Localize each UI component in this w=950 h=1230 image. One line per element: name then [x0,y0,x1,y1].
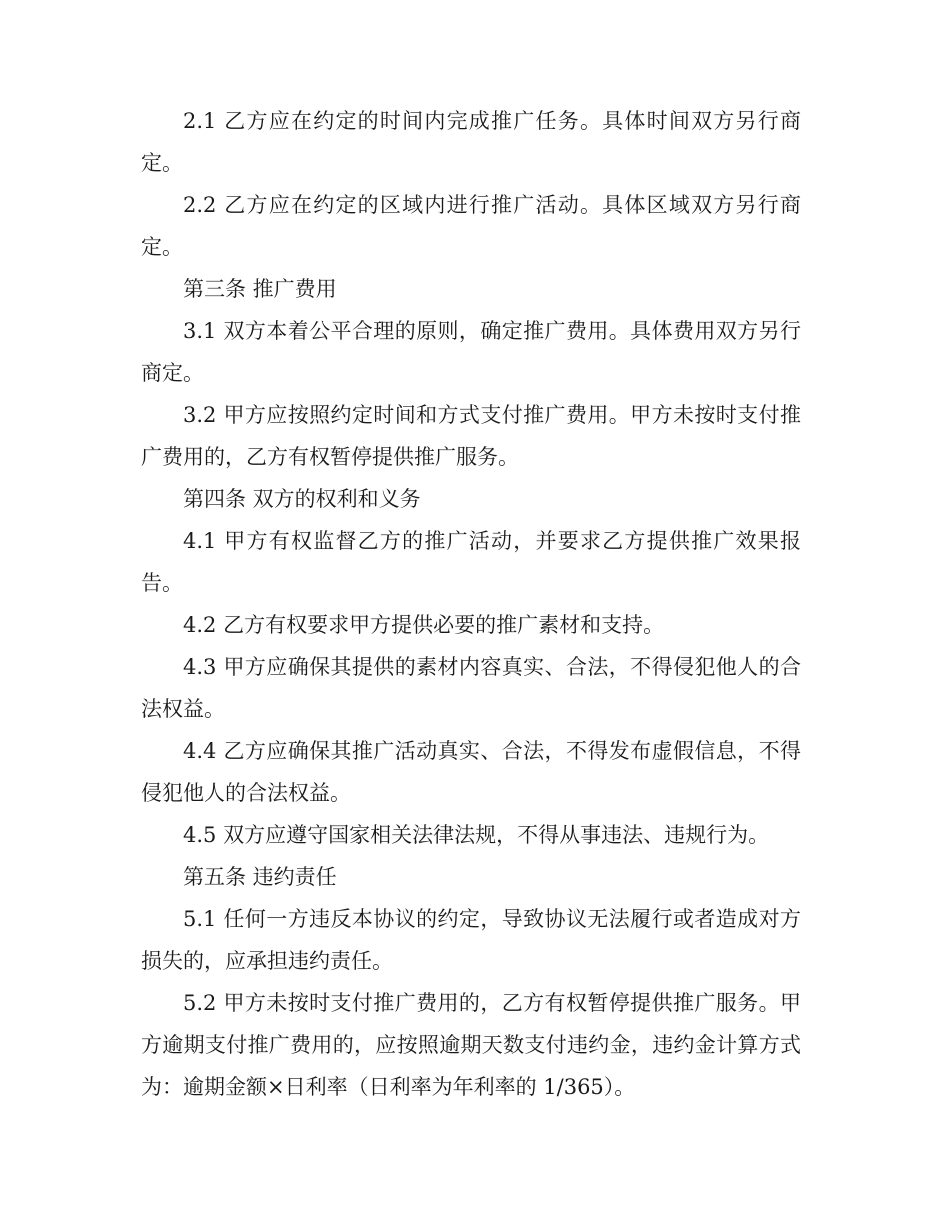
article-3-heading: 第三条 推广费用 [183,277,337,301]
clause-5-1: 5.1 任何一方违反本协议的约定，导致协议无法履行或者造成对方损失的，应承担违约责任。 [141,907,801,973]
clause-2-2: 2.2 乙方应在约定的区域内进行推广活动。具体区域双方另行商定。 [141,193,801,259]
clause-4-1: 4.1 甲方有权监督乙方的推广活动，并要求乙方提供推广效果报告。 [141,529,801,595]
article-4-heading: 第四条 双方的权利和义务 [183,487,421,511]
clause-4-5: 4.5 双方应遵守国家相关法律法规，不得从事违法、违规行为。 [183,823,770,847]
document-body [141,100,801,1108]
clause-3-1: 3.1 双方本着公平合理的原则，确定推广费用。具体费用双方另行商定。 [141,319,801,385]
clause-2-1: 2.1 乙方应在约定的时间内完成推广任务。具体时间双方另行商定。 [141,109,801,175]
clause-4-2: 4.2 乙方有权要求甲方提供必要的推广素材和支持。 [183,613,665,637]
article-5-heading: 第五条 违约责任 [183,865,337,889]
clause-5-2: 5.2 甲方未按时支付推广费用的，乙方有权暂停提供推广服务。甲方逾期支付推广费用的，应按照逾期天数支付违约金，违约金计算方式为：逾期金额×日利率（日利率为年利率的 1/365）。 [141,991,801,1099]
clause-4-3: 4.3 甲方应确保其提供的素材内容真实、合法，不得侵犯他人的合法权益。 [141,655,801,721]
clause-3-2: 3.2 甲方应按照约定时间和方式支付推广费用。甲方未按时支付推广费用的，乙方有权暂停提供推广服务。 [141,403,801,469]
clause-4-4: 4.4 乙方应确保其推广活动真实、合法，不得发布虚假信息，不得侵犯他人的合法权益。 [141,739,801,805]
